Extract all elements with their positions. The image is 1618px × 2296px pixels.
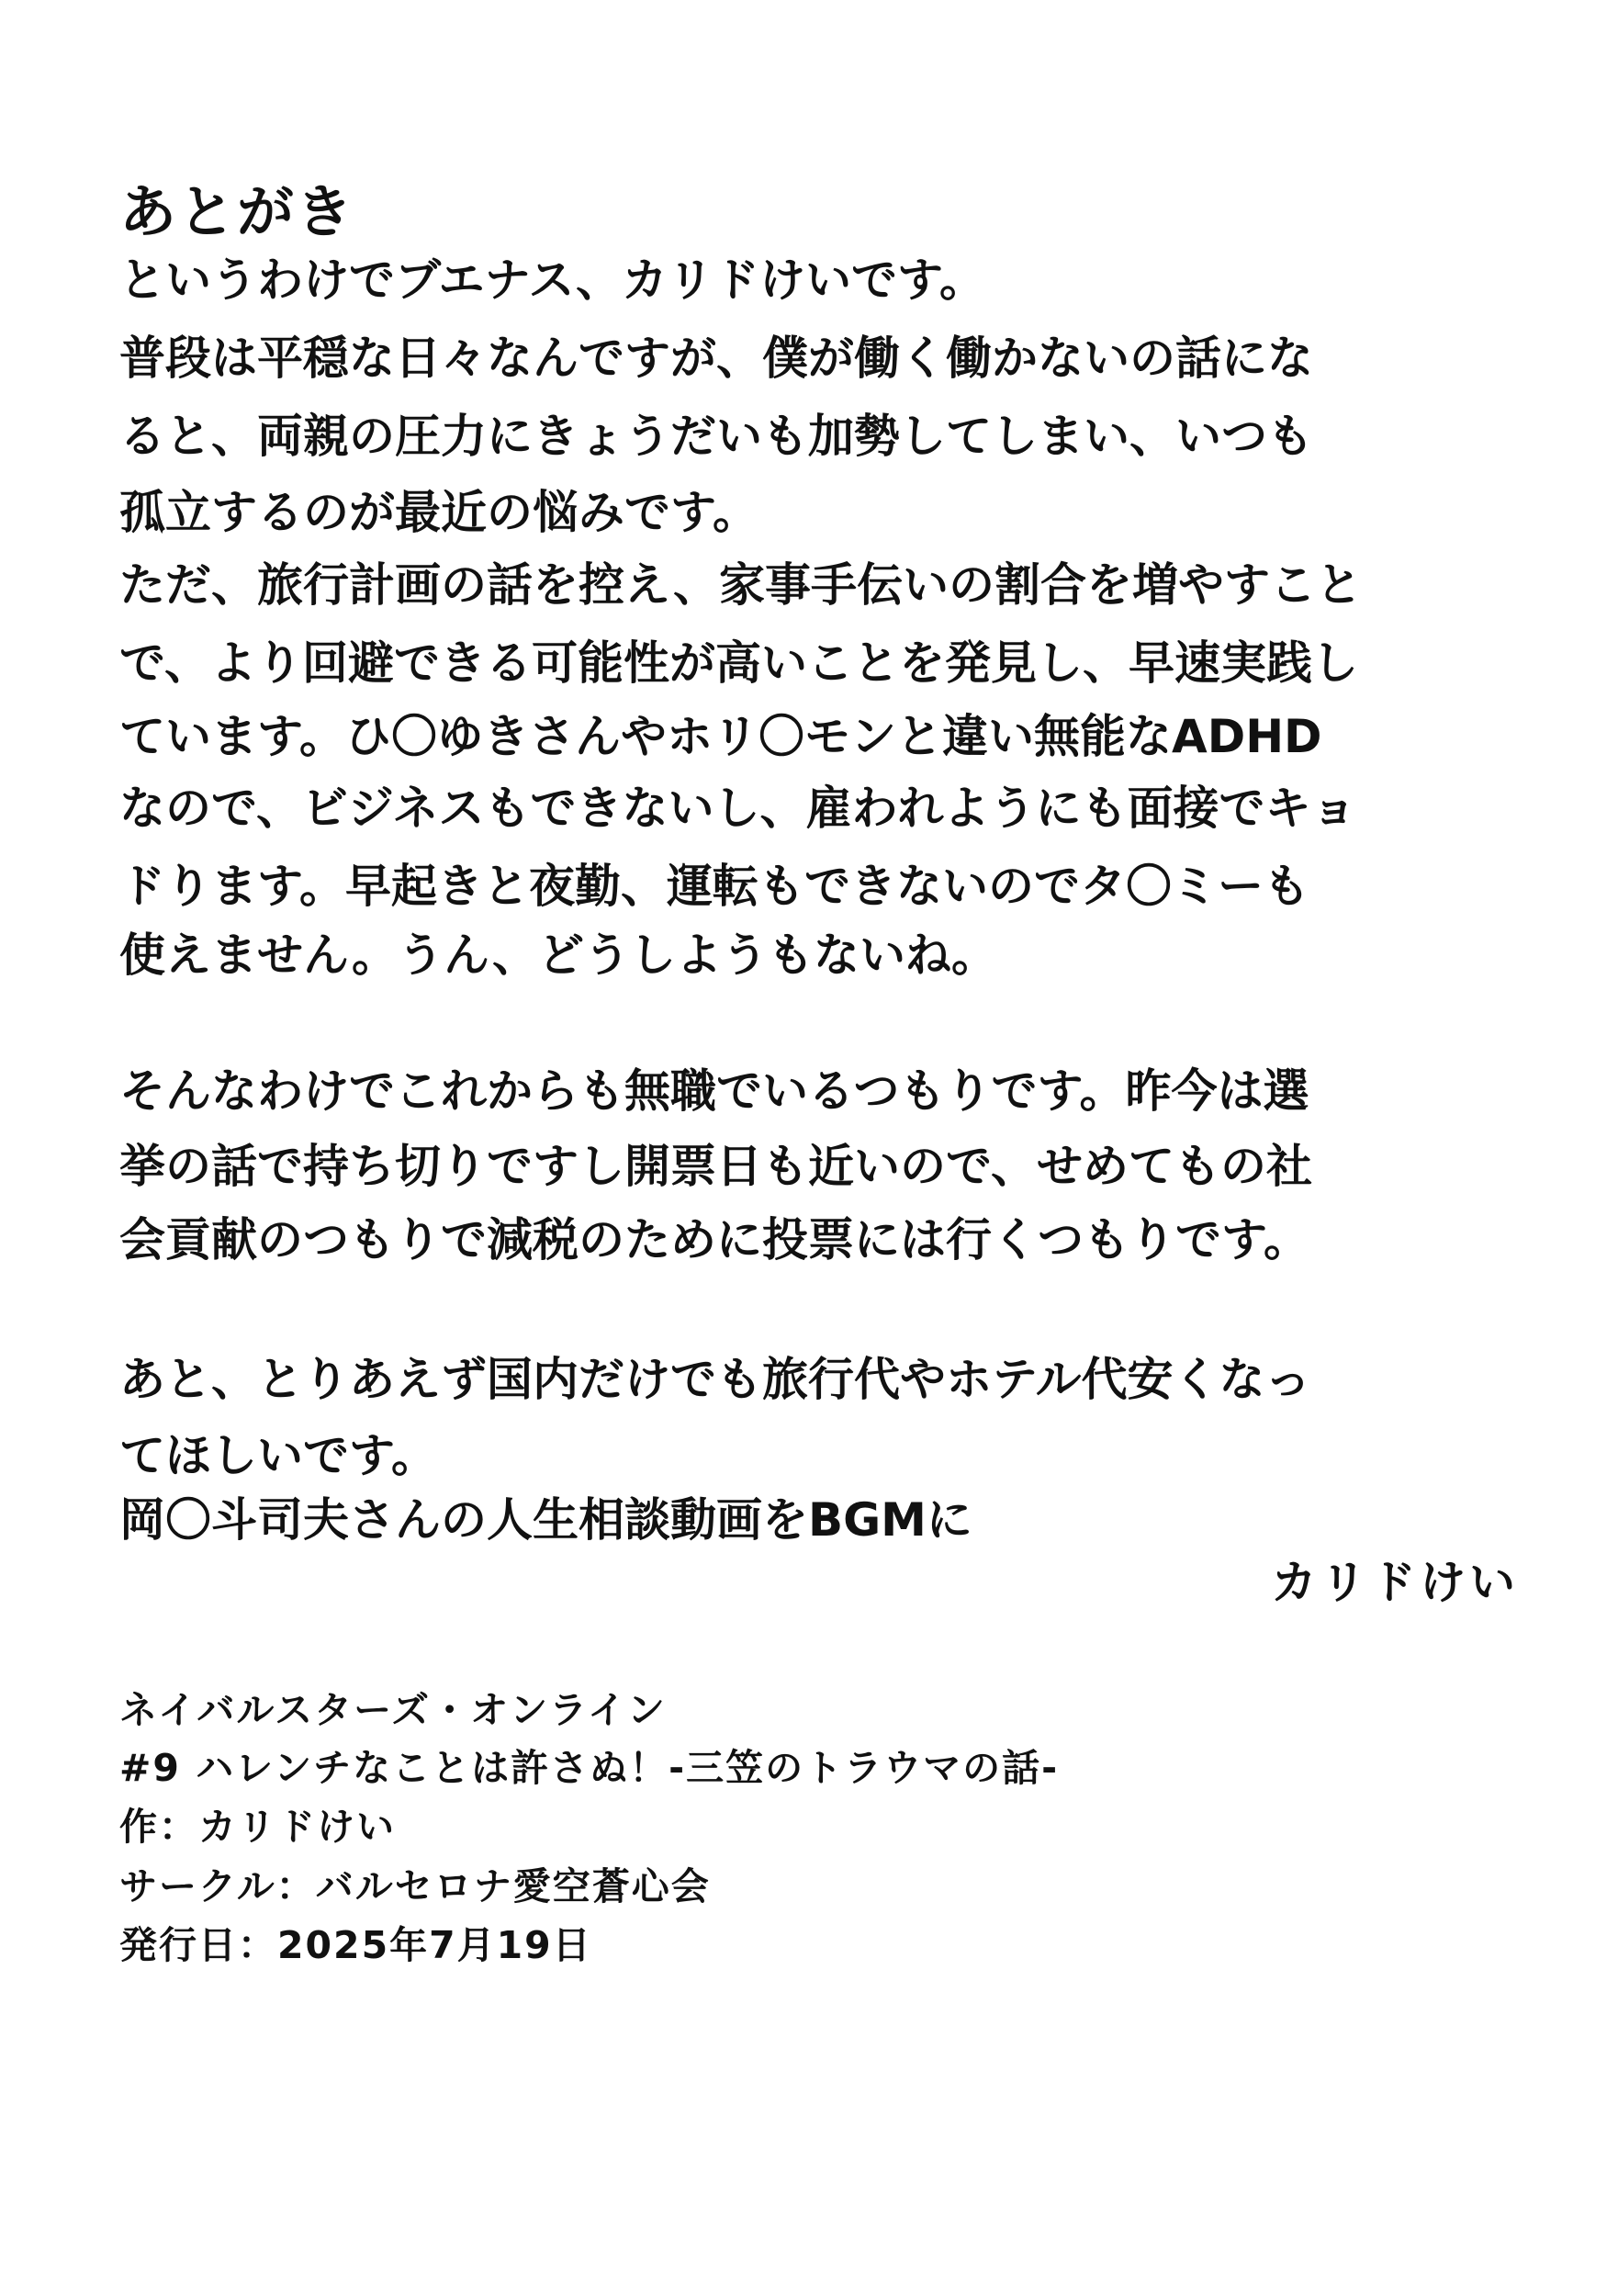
body-line: 孤立するのが最近の悩みです。 [119,486,758,539]
body-line: 会貢献のつもりで減税のために投票には行くつもりです。 [119,1213,1309,1266]
colophon-date: 発行日：2025年7月19日 [119,1923,592,1967]
body-line: ると、両親の圧力にきょうだいも加勢してしまい、いつも [119,410,1313,463]
colophon-episode: #9 ハレンチなことは許さぬ！-三笠のトラウマの話- [119,1746,1060,1790]
body-line: ています。ひ〇ゆきさんやホリ〇モンと違い無能なADHD [119,710,1322,763]
body-line: 岡〇斗司夫さんの人生相談動画をBGMに [119,1493,972,1547]
body-line: そんなわけでこれからも無職でいるつもりです。昨今は選 [119,1064,1309,1118]
body-line: で、より回避できる可能性が高いことを発見し、早速実践し [119,636,1358,690]
colophon-author: 作：カリドけい [119,1805,396,1849]
body-line: てほしいです。 [119,1429,437,1482]
signature: カリドけい [1271,1556,1519,1609]
colophon-series: ネイバルスターズ・オンライン [119,1688,667,1732]
body-line: あと、とりあえず国内だけでも旅行代やホテル代安くなっ [119,1353,1311,1406]
afterword-title: あとがき [119,178,355,245]
body-line: ただ、旅行計画の話を控え、家事手伝いの割合を増やすこと [119,558,1362,612]
body-line: 挙の話で持ち切りですし開票日も近いので、せめてもの社 [119,1140,1312,1193]
body-line: なので、ビジネスもできないし、雇われようにも面接でキョ [119,782,1357,835]
body-line: 普段は平穏な日々なんですが、僕が働く働かないの話にな [119,332,1313,385]
colophon-circle: サークル：バルセロナ愛空蒼心会 [119,1864,711,1908]
body-line: というわけでブエナス、カリドけいです。 [119,253,985,307]
body-line: ドります。早起きと夜勤、運転もできないのでタ〇ミーも [119,860,1309,913]
body-line: 使えません。うん、どうしようもないね。 [119,929,997,982]
